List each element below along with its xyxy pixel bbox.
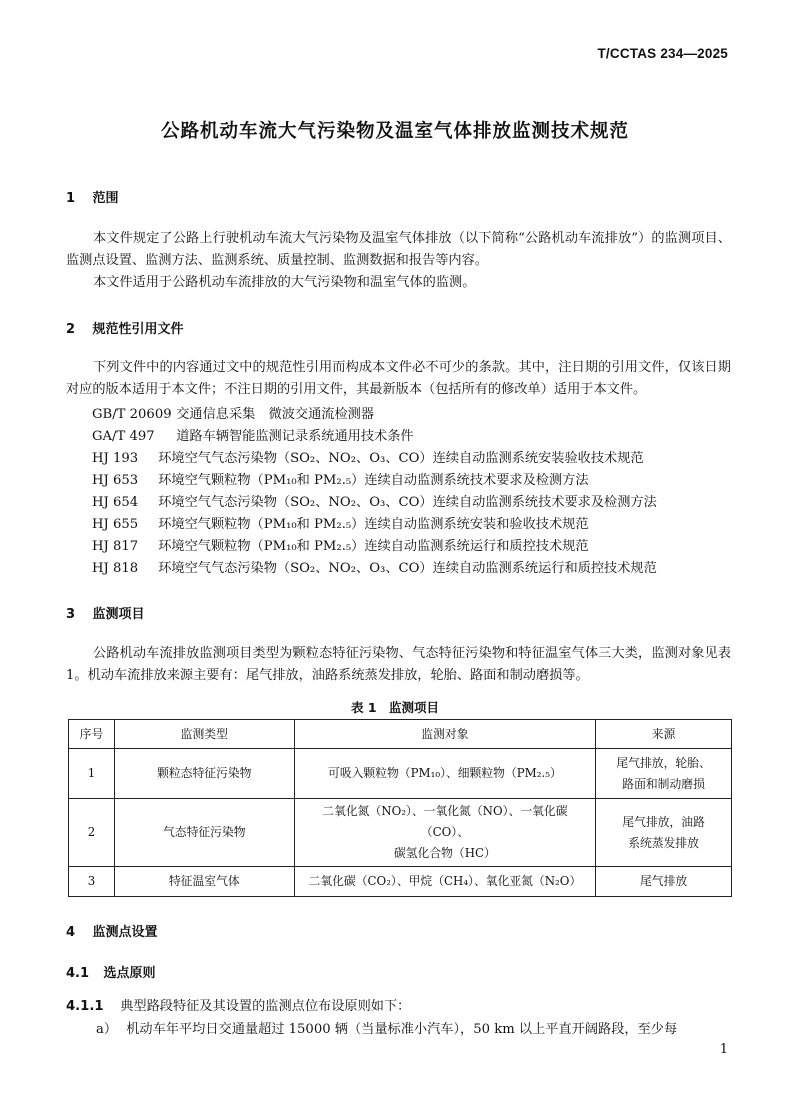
reference-title: 环境空气气态污染物（SO₂、NO₂、O₃、CO）连续自动监测系统安装验收技术规范	[158, 451, 644, 466]
list-item-a	[96, 1018, 677, 1037]
table-header-cell: 监测对象	[294, 720, 596, 749]
table-row	[69, 867, 732, 897]
section-title: 监测点设置	[92, 925, 158, 940]
list-item-label: a）	[96, 1022, 118, 1037]
reference-title: 环境空气颗粒物（PM₁₀和 PM₂.₅）连续自动监测系统安装和验收技术规范	[158, 517, 589, 532]
subsection-number: 4.1	[66, 966, 90, 981]
table-cell-line: 尾气排放，轮胎、	[616, 755, 711, 770]
table-cell-line: 二氧化氮（NO₂）、一氧化氮（NO）、一氧化碳（CO）、	[322, 804, 568, 839]
reference-item	[92, 535, 589, 554]
section-number: 3	[66, 607, 76, 622]
table-header-cell: 序号	[69, 720, 115, 749]
reference-title: 环境空气颗粒物（PM₁₀和 PM₂.₅）连续自动监测系统技术要求及检测方法	[158, 473, 589, 488]
section-title: 范围	[92, 191, 119, 206]
section-number: 4	[66, 925, 76, 940]
monitoring-items-table	[68, 719, 732, 897]
reference-title: 环境空气颗粒物（PM₁₀和 PM₂.₅）连续自动监测系统运行和质控技术规范	[158, 539, 589, 554]
section-1-paragraph-2: 本文件适用于公路机动车流排放的大气污染物和温室气体的监测。	[93, 275, 476, 290]
table-cell-line: 碳氢化合物（HC）	[393, 846, 496, 860]
reference-item	[92, 513, 589, 532]
subsection-4-1-heading	[66, 962, 156, 981]
section-1-heading	[66, 187, 119, 206]
table-cell-line: 系统蒸发排放	[628, 835, 699, 850]
reference-item	[92, 425, 414, 444]
table-cell-line: 尾气排放，油路	[622, 814, 705, 829]
section-title: 规范性引用文件	[92, 322, 184, 337]
reference-code: GA/T 497	[92, 429, 155, 444]
clause-4-1-1	[66, 995, 410, 1014]
table-cell-type: 气态特征污染物	[114, 799, 294, 867]
table-cell-no: 2	[69, 799, 115, 867]
table-caption: 表 1 监测项目	[350, 700, 440, 715]
section-2-intro: 下列文件中的内容通过文中的规范性引用而构成本文件必不可少的条款。其中，注日期的引用文件，仅该日期对应的版本适用于本文件；不注日期的引用文件，其最新版本（包括所有的修改单）适用于本文件。	[66, 360, 731, 397]
section-number: 1	[66, 191, 76, 206]
list-item-text: 机动车年平均日交通量超过 15000 辆（当量标准小汽车），50 km 以上平直开阔路段，至少每	[126, 1022, 678, 1037]
table-cell-object	[294, 799, 596, 867]
reference-code: HJ 818	[92, 561, 139, 576]
section-1-paragraph-1: 本文件规定了公路上行驶机动车流大气污染物及温室气体排放（以下简称“公路机动车流排放”）的监测项目、监测点设置、监测方法、监测系统、质量控制、监测数据和报告等内容。	[66, 231, 731, 268]
section-2-heading	[66, 318, 184, 337]
reference-code: HJ 655	[92, 517, 139, 532]
standard-code: T/CCTAS 234—2025	[597, 46, 728, 61]
reference-title: 环境空气气态污染物（SO₂、NO₂、O₃、CO）连续自动监测系统运行和质控技术规范	[158, 561, 657, 576]
table-header-cell: 监测类型	[114, 720, 294, 749]
table-cell-type: 颗粒态特征污染物	[114, 749, 294, 799]
section-3-heading	[66, 603, 145, 622]
reference-code: HJ 653	[92, 473, 139, 488]
table-cell-object: 可吸入颗粒物（PM₁₀）、细颗粒物（PM₂.₅）	[294, 749, 596, 799]
table-cell-source	[596, 799, 732, 867]
subsection-title: 选点原则	[103, 966, 156, 981]
reference-item	[92, 469, 589, 488]
reference-code: HJ 817	[92, 539, 139, 554]
clause-text: 典型路段特征及其设置的监测点位布设原则如下：	[120, 999, 411, 1014]
reference-code: GB/T 20609	[92, 407, 172, 422]
table-cell-line: 路面和制动磨损	[622, 776, 705, 791]
table-header-cell: 来源	[596, 720, 732, 749]
table-cell-object: 二氧化碳（CO₂）、甲烷（CH₄）、氧化亚氮（N₂O）	[294, 867, 596, 897]
table-cell-no: 1	[69, 749, 115, 799]
section-3-paragraph: 公路机动车流排放监测项目类型为颗粒态特征污染物、气态特征污染物和特征温室气体三大类，监测对象见表 1。机动车流排放来源主要有：尾气排放，油路系统蒸发排放，轮胎、路面和制动磨损等。	[66, 646, 731, 683]
reference-code: HJ 654	[92, 495, 139, 510]
table-cell-source	[596, 749, 732, 799]
table-cell-type: 特征温室气体	[114, 867, 294, 897]
table-cell-no: 3	[69, 867, 115, 897]
clause-number: 4.1.1	[66, 999, 104, 1014]
reference-item	[92, 447, 644, 466]
table-row	[69, 749, 732, 799]
reference-code: HJ 193	[92, 451, 139, 466]
reference-title: 交通信息采集 微波交通流检测器	[176, 407, 375, 422]
table-cell-source: 尾气排放	[596, 867, 732, 897]
reference-item	[92, 557, 657, 576]
reference-title: 环境空气气态污染物（SO₂、NO₂、O₃、CO）连续自动监测系统技术要求及检测方法	[158, 495, 657, 510]
page-number: 1	[719, 1042, 728, 1057]
table-header-row	[69, 720, 732, 749]
reference-item	[92, 403, 374, 422]
reference-title: 道路车辆智能监测记录系统通用技术条件	[176, 429, 414, 444]
section-title: 监测项目	[92, 607, 145, 622]
document-title: 公路机动车流大气污染物及温室气体排放监测技术规范	[160, 121, 629, 142]
reference-item	[92, 491, 657, 510]
section-number: 2	[66, 322, 76, 337]
table-row	[69, 799, 732, 867]
section-4-heading	[66, 921, 158, 940]
